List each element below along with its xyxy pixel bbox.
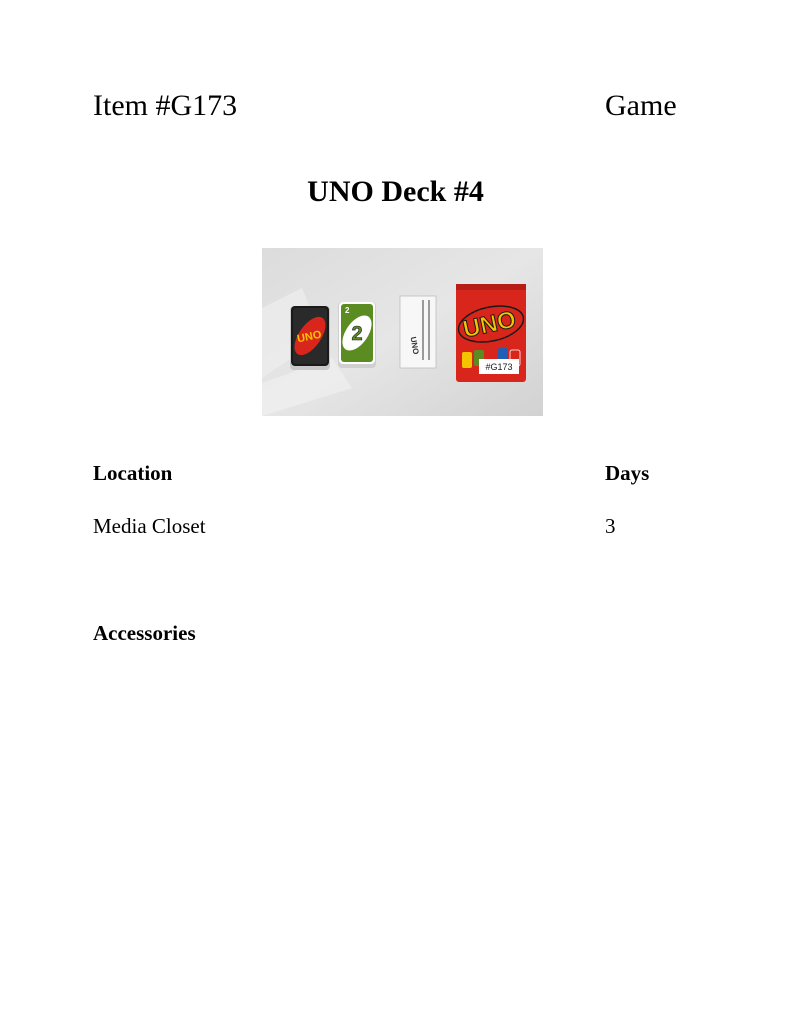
leaflet-logo: UNO (408, 336, 421, 356)
uno-card-back-deck (288, 306, 331, 370)
box-tag: #G173 (485, 362, 513, 372)
item-number: Item #G173 (93, 89, 238, 122)
card-back-logo: UNO (296, 328, 323, 346)
card-corner-number: 2 (345, 306, 350, 315)
uno-green-two-deck (337, 302, 378, 368)
uno-box (455, 284, 527, 382)
item-title: UNO Deck #4 (307, 175, 484, 208)
instruction-leaflet (400, 296, 436, 368)
location-heading: Location (93, 461, 173, 485)
location-value: Media Closet (93, 514, 206, 538)
item-category: Game (605, 89, 677, 122)
days-heading: Days (605, 461, 650, 485)
days-value: 3 (605, 514, 616, 538)
box-logo: UNO (460, 305, 519, 344)
item-photo (262, 248, 543, 416)
card-number: 2 (351, 323, 363, 345)
accessories-heading: Accessories (93, 621, 196, 645)
